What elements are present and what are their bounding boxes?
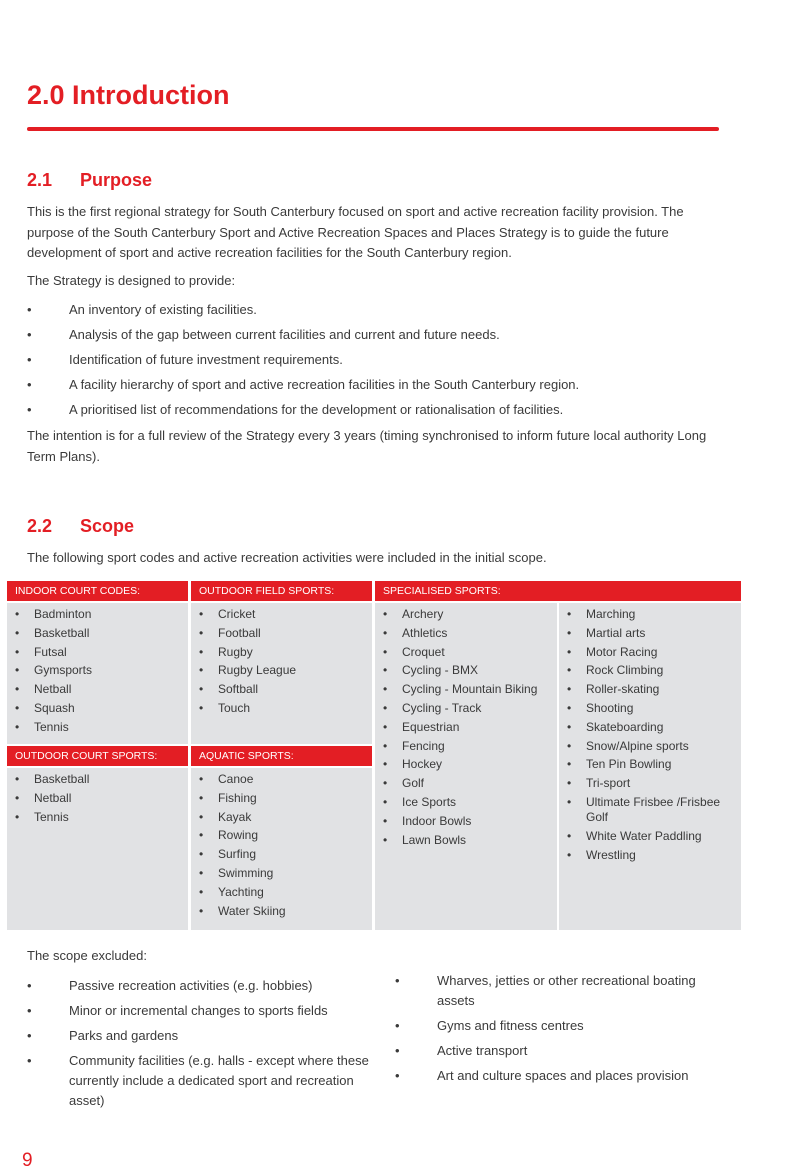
list-item: • Badminton: [15, 607, 92, 622]
list-item: • Cycling - Mountain Biking: [383, 682, 543, 697]
list-item: • Canoe: [199, 772, 286, 787]
list-item: • Swimming: [199, 866, 286, 881]
list-item: • Netball: [15, 682, 92, 697]
list-item: • Indoor Bowls: [383, 814, 543, 829]
list-item: • Art and culture spaces and places provision: [395, 1066, 730, 1091]
list-item: • Equestrian: [383, 720, 543, 735]
list-item: • Yachting: [199, 885, 286, 900]
purpose-intro: The Strategy is designed to provide:: [27, 273, 236, 288]
aquatic-header: AQUATIC SPORTS:: [191, 746, 372, 766]
list-item: • Hockey: [383, 757, 543, 772]
outdoor-court-header: OUTDOOR COURT SPORTS:: [7, 746, 188, 766]
excluded-intro: The scope excluded:: [27, 948, 147, 963]
scope-intro: The following sport codes and active recreation activities were included in the initial scope.: [27, 550, 547, 565]
excluded-left-list: [27, 976, 372, 1111]
list-item: • Rugby League: [199, 663, 296, 678]
list-item: • Wrestling: [567, 848, 727, 863]
title-divider: [27, 127, 719, 131]
specialised-cell-2: [559, 603, 741, 930]
list-item: • Tri-sport: [567, 776, 727, 791]
purpose-title: Purpose: [80, 170, 153, 190]
outdoor-court-cell: [7, 768, 188, 930]
list-item: • An inventory of existing facilities.: [27, 300, 579, 325]
aquatic-list: [199, 772, 286, 922]
list-item: • Softball: [199, 682, 296, 697]
purpose-paragraph: This is the first regional strategy for South Canterbury focused on sport and active recreation facility provision. The purpose of the South Canterbury Sport and Active Recreation Spaces and Places Strategy is to guide the future development of sport and active recreation facilities for the South Canterbury region.: [27, 204, 684, 261]
outdoor-court-list: [15, 772, 89, 828]
scope-number: 2.2: [27, 516, 53, 536]
list-item: • Croquet: [383, 645, 543, 660]
list-item: • Passive recreation activities (e.g. hobbies): [27, 976, 372, 1001]
page-number: 9: [22, 1150, 33, 1171]
indoor-court-header: INDOOR COURT CODES:: [7, 581, 188, 601]
list-item: • White Water Paddling: [567, 829, 727, 844]
list-item: • Archery: [383, 607, 543, 622]
list-item: • Lawn Bowls: [383, 833, 543, 848]
list-item: • Gyms and fitness centres: [395, 1016, 730, 1041]
list-item: • Shooting: [567, 701, 727, 716]
indoor-court-list: [15, 607, 92, 739]
purpose-heading: [27, 170, 152, 191]
list-item: • Tennis: [15, 720, 92, 735]
list-item: • Fencing: [383, 739, 543, 754]
list-item: • Ten Pin Bowling: [567, 757, 727, 772]
list-item: • Parks and gardens: [27, 1026, 372, 1051]
list-item: • Cycling - BMX: [383, 663, 543, 678]
page-title: 2.0 Introduction: [27, 80, 230, 110]
list-item: • Skateboarding: [567, 720, 727, 735]
list-item: • Golf: [383, 776, 543, 791]
list-item: • Rock Climbing: [567, 663, 727, 678]
list-item: • Motor Racing: [567, 645, 727, 660]
list-item: • Football: [199, 626, 296, 641]
specialised-cell-1: [375, 603, 557, 930]
list-item: • Tennis: [15, 810, 89, 825]
list-item: • Active transport: [395, 1041, 730, 1066]
list-item: • Ultimate Frisbee /Frisbee Golf: [567, 795, 727, 825]
scope-title: Scope: [80, 516, 135, 536]
specialised-list-1: [383, 607, 543, 851]
list-item: • Cricket: [199, 607, 296, 622]
list-item: • Analysis of the gap between current facilities and current and future needs.: [27, 325, 579, 350]
list-item: • Kayak: [199, 810, 286, 825]
excluded-right-list: [395, 971, 730, 1091]
list-item: • Rugby: [199, 645, 296, 660]
list-item: • Wharves, jetties or other recreational boating assets: [395, 971, 730, 1011]
list-item: • Rowing: [199, 828, 286, 843]
list-item: • Basketball: [15, 772, 89, 787]
list-item: • Martial arts: [567, 626, 727, 641]
list-item: • A prioritised list of recommendations for the development or rationalisation of facilities.: [27, 400, 579, 425]
list-item: • Water Skiing: [199, 904, 286, 919]
list-item: • Marching: [567, 607, 727, 622]
list-item: • Cycling - Track: [383, 701, 543, 716]
list-item: • A facility hierarchy of sport and active recreation facilities in the South Canterbury region.: [27, 375, 579, 400]
list-item: • Community facilities (e.g. halls - except where these currently include a dedicated sport and recreation asset): [27, 1051, 372, 1111]
list-item: • Gymsports: [15, 663, 92, 678]
outdoor-field-cell: [191, 603, 372, 744]
aquatic-cell: [191, 768, 372, 930]
list-item: • Roller-skating: [567, 682, 727, 697]
specialised-header: SPECIALISED SPORTS:: [375, 581, 741, 601]
outdoor-field-list: [199, 607, 296, 720]
list-item: • Ice Sports: [383, 795, 543, 810]
scope-table: [7, 581, 741, 930]
specialised-list-2: [567, 607, 727, 866]
outdoor-field-header: OUTDOOR FIELD SPORTS:: [191, 581, 372, 601]
indoor-court-cell: [7, 603, 188, 744]
list-item: • Minor or incremental changes to sports fields: [27, 1001, 372, 1026]
purpose-closing: The intention is for a full review of the Strategy every 3 years (timing synchronised to inform future local authority Long Term Plans).: [27, 428, 707, 464]
list-item: • Identification of future investment requirements.: [27, 350, 579, 375]
list-item: • Netball: [15, 791, 89, 806]
scope-heading: [27, 516, 134, 537]
list-item: • Squash: [15, 701, 92, 716]
list-item: • Athletics: [383, 626, 543, 641]
list-item: • Fishing: [199, 791, 286, 806]
list-item: • Futsal: [15, 645, 92, 660]
purpose-bullets: [27, 300, 579, 425]
list-item: • Basketball: [15, 626, 92, 641]
purpose-number: 2.1: [27, 170, 53, 190]
list-item: • Surfing: [199, 847, 286, 862]
list-item: • Snow/Alpine sports: [567, 739, 727, 754]
list-item: • Touch: [199, 701, 296, 716]
